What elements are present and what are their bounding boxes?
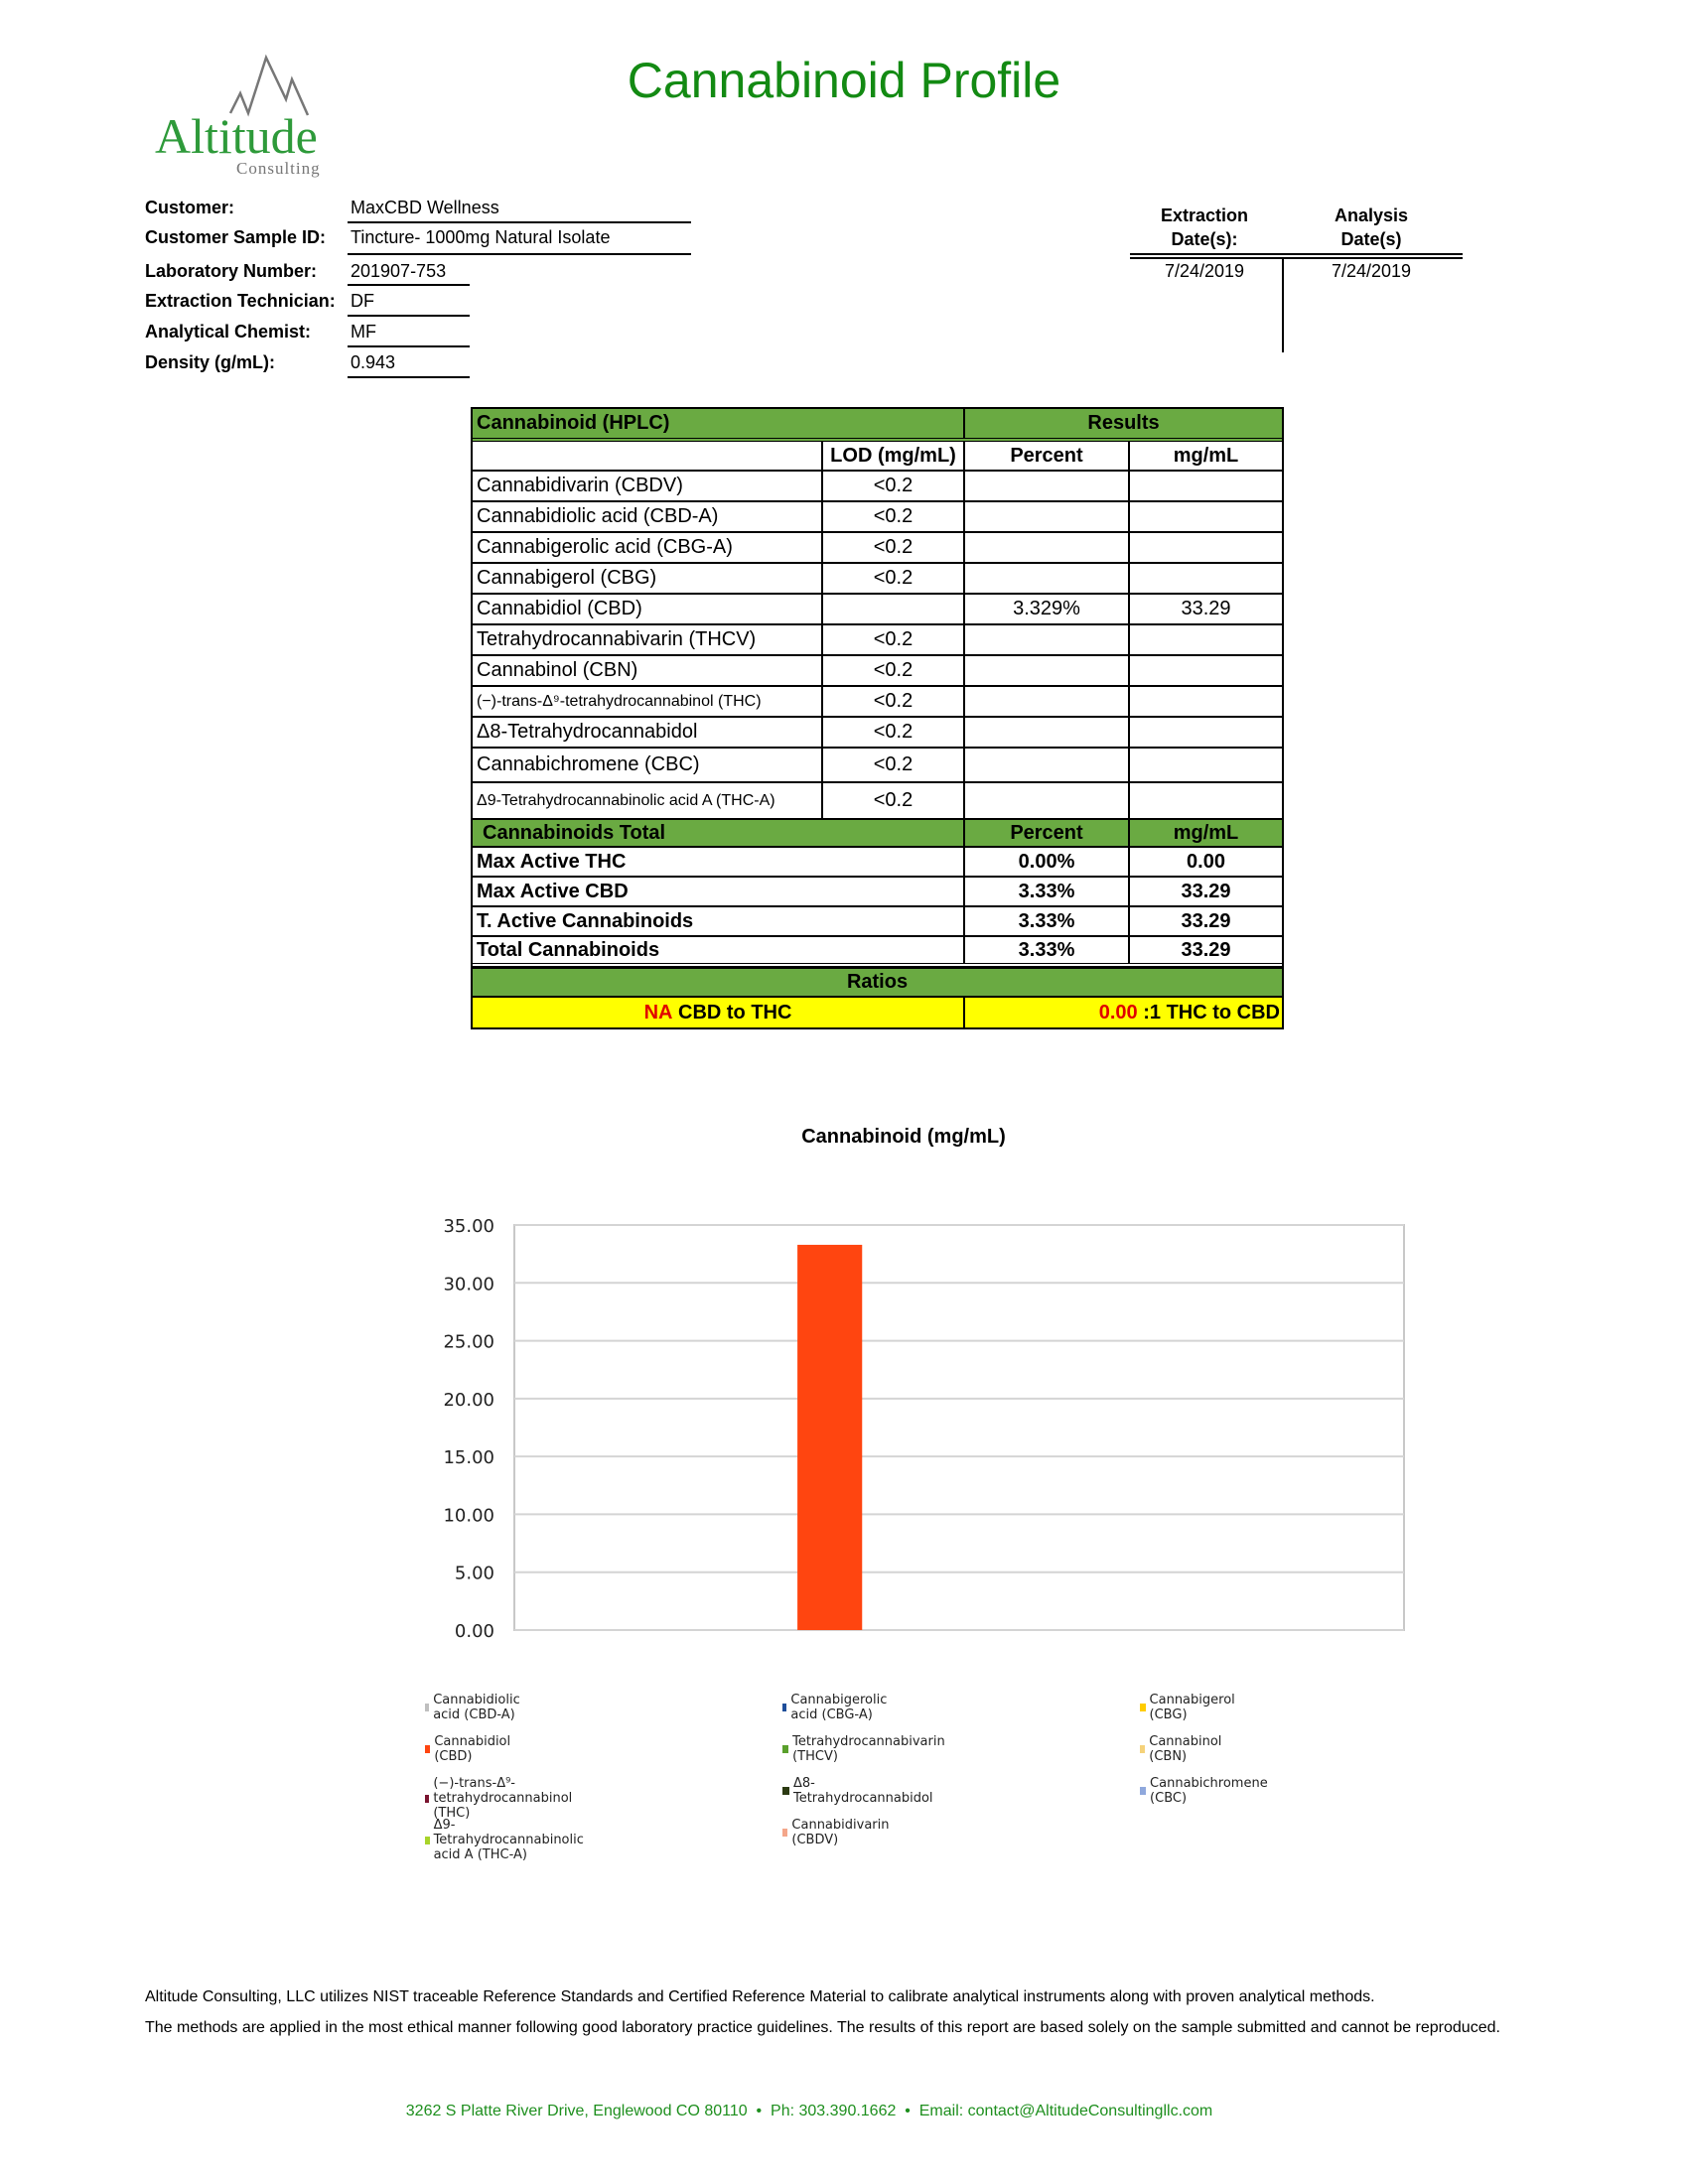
legend-swatch xyxy=(425,1745,430,1753)
legend-item xyxy=(1140,1734,1224,1764)
cbd-to-thc-ratio: NA CBD to THC xyxy=(473,998,965,1027)
legend-label: Cannabidivarin (CBDV) xyxy=(791,1818,890,1847)
legend-label: Tetrahydrocannabivarin (THCV) xyxy=(792,1734,945,1764)
table-title: Cannabinoid (HPLC) xyxy=(473,409,965,438)
thc-to-cbd-ratio: 0.00 :1 THC to CBD xyxy=(1098,1001,1280,1024)
legend-item xyxy=(425,1776,576,1821)
analyte-percent: 3.329% xyxy=(965,595,1130,623)
customer-value: MaxCBD Wellness xyxy=(351,198,499,217)
page-title: Cannabinoid Profile xyxy=(627,53,1061,108)
y-tick-label: 10.00 xyxy=(443,1505,494,1527)
footer-disclaimer-1: Altitude Consulting, LLC utilizes NIST traceable Reference Standards and Certified Reference Material to calibrate analytical instruments along with proven analytical methods. xyxy=(145,1988,1375,2005)
analysis-date-value: 7/24/2019 xyxy=(1331,261,1412,281)
chemist-label: Analytical Chemist: xyxy=(145,322,312,341)
total-name: Max Active CBD xyxy=(473,878,965,905)
lod-column-header: LOD (mg/mL) xyxy=(823,442,965,470)
analyte-name: Cannabigerol (CBG) xyxy=(473,564,823,593)
total-name: T. Active Cannabinoids xyxy=(473,907,965,935)
analyte-name: Cannabidiolic acid (CBD-A) xyxy=(473,502,823,531)
y-tick-label: 5.00 xyxy=(454,1563,494,1584)
total-percent: 3.33% xyxy=(965,878,1130,905)
results-header: Results xyxy=(1087,412,1160,434)
legend-item xyxy=(1140,1693,1237,1722)
legend-label: Δ8-Tetrahydrocannabidol xyxy=(792,1776,933,1806)
legend-swatch xyxy=(782,1745,788,1753)
extraction-date-value: 7/24/2019 xyxy=(1164,261,1245,281)
legend-item xyxy=(782,1734,947,1764)
legend-swatch xyxy=(425,1795,429,1803)
legend-swatch xyxy=(782,1829,787,1837)
footer-disclaimer-2: The methods are applied in the most ethical manner following good laboratory practice guidelines. The results of this report are based solely on the sample submitted and cannot be reproduced. xyxy=(145,2019,1500,2036)
analyte-mgml: 33.29 xyxy=(1181,598,1231,619)
ratios-title: Ratios xyxy=(846,971,909,993)
legend-swatch xyxy=(1140,1787,1146,1795)
legend-label: Cannabidiolic acid (CBD-A) xyxy=(433,1693,520,1722)
analyte-name: Δ8-Tetrahydrocannabidol xyxy=(473,718,823,747)
analyte-name: Cannabinol (CBN) xyxy=(473,656,823,685)
analyte-lod: <0.2 xyxy=(823,502,965,531)
analyte-name: Tetrahydrocannabivarin (THCV) xyxy=(473,625,823,654)
legend-label: Δ9-Tetrahydrocannabinolic acid A (THC-A) xyxy=(433,1818,584,1862)
lab-number-label: Laboratory Number: xyxy=(145,261,318,281)
legend-swatch xyxy=(425,1704,429,1711)
technician-value: DF xyxy=(351,291,374,311)
legend-swatch xyxy=(782,1704,786,1711)
total-mgml: 0.00 xyxy=(1187,850,1225,873)
total-name: Total Cannabinoids xyxy=(473,937,965,963)
legend-item xyxy=(1140,1776,1270,1806)
analyte-lod: <0.2 xyxy=(823,656,965,685)
total-name: Max Active THC xyxy=(473,848,965,876)
legend-swatch xyxy=(782,1787,789,1795)
totals-title: Cannabinoids Total xyxy=(473,820,965,846)
y-tick-label: 0.00 xyxy=(454,1621,494,1642)
analyte-lod: <0.2 xyxy=(823,718,965,747)
analysis-date-header: Analysis Date(s) xyxy=(1334,205,1409,249)
sample-id-value: Tincture- 1000mg Natural Isolate xyxy=(351,227,611,247)
legend-item xyxy=(782,1693,891,1722)
analyte-lod: <0.2 xyxy=(823,687,965,716)
legend-item xyxy=(782,1776,934,1806)
contact-info: 3262 S Platte River Drive, Englewood CO 80110 • Ph: 303.390.1662 • Email: contact@AltitudeConsultingllc.com xyxy=(405,2103,1213,2119)
analyte-lod: <0.2 xyxy=(823,472,965,500)
analyte-name: Cannabichromene (CBC) xyxy=(473,749,823,781)
legend-item xyxy=(425,1693,524,1722)
bar-3 xyxy=(797,1245,862,1630)
y-tick-label: 35.00 xyxy=(443,1216,494,1237)
legend-item xyxy=(425,1818,587,1862)
legend-swatch xyxy=(425,1837,430,1844)
y-tick-label: 20.00 xyxy=(443,1389,494,1411)
legend-label: Cannabidiol (CBD) xyxy=(434,1734,511,1764)
analyte-lod: <0.2 xyxy=(823,625,965,654)
legend-item xyxy=(782,1818,892,1847)
plot-area xyxy=(514,1225,1404,1630)
analyte-name: Cannabigerolic acid (CBG-A) xyxy=(473,533,823,562)
total-percent: 3.33% xyxy=(965,907,1130,935)
analyte-name: (−)-trans-Δ⁹-tetrahydrocannabinol (THC) xyxy=(473,687,823,716)
density-value: 0.943 xyxy=(351,352,396,372)
lab-number-value: 201907-753 xyxy=(351,261,447,281)
legend-swatch xyxy=(1140,1704,1146,1711)
total-mgml: 33.29 xyxy=(1181,938,1231,961)
customer-label: Customer: xyxy=(145,198,235,217)
legend-label: Cannabichromene (CBC) xyxy=(1150,1776,1268,1806)
analyte-name: Δ9-Tetrahydrocannabinolic acid A (THC-A) xyxy=(473,783,823,818)
analyte-lod: <0.2 xyxy=(823,564,965,593)
analyte-name: Cannabidiol (CBD) xyxy=(473,595,823,623)
y-tick-label: 15.00 xyxy=(443,1447,494,1469)
total-mgml: 33.29 xyxy=(1181,909,1231,932)
y-tick-label: 25.00 xyxy=(443,1331,494,1353)
legend-label: Cannabigerol (CBG) xyxy=(1149,1693,1235,1722)
legend-label: Cannabinol (CBN) xyxy=(1149,1734,1222,1764)
mgml-column-header: mg/mL xyxy=(1173,444,1239,467)
technician-label: Extraction Technician: xyxy=(145,291,336,311)
totals-percent-header: Percent xyxy=(965,820,1130,846)
total-percent: 0.00% xyxy=(965,848,1130,876)
density-label: Density (g/mL): xyxy=(145,352,276,372)
sample-id-label: Customer Sample ID: xyxy=(145,227,327,247)
total-percent: 3.33% xyxy=(965,937,1130,963)
logo-wordmark: Altitude xyxy=(155,108,318,164)
percent-column-header: Percent xyxy=(965,442,1130,470)
totals-mgml-header: mg/mL xyxy=(1173,821,1239,844)
legend-label: Cannabigerolic acid (CBG-A) xyxy=(790,1693,888,1722)
total-mgml: 33.29 xyxy=(1181,880,1231,902)
y-tick-label: 30.00 xyxy=(443,1274,494,1296)
chemist-value: MF xyxy=(351,322,376,341)
chart-title: Cannabinoid (mg/mL) xyxy=(801,1126,1006,1148)
legend-swatch xyxy=(1140,1745,1145,1753)
analyte-lod: <0.2 xyxy=(823,749,965,781)
legend-label: (−)-trans-Δ⁹-tetrahydrocannabinol (THC) xyxy=(433,1776,573,1821)
analyte-lod: <0.2 xyxy=(823,783,965,818)
analyte-name: Cannabidivarin (CBDV) xyxy=(473,472,823,500)
legend-item xyxy=(425,1734,513,1764)
analyte-lod: <0.2 xyxy=(823,533,965,562)
logo-subtitle: Consulting xyxy=(236,159,321,178)
extraction-date-header: Extraction Date(s): xyxy=(1160,205,1249,249)
